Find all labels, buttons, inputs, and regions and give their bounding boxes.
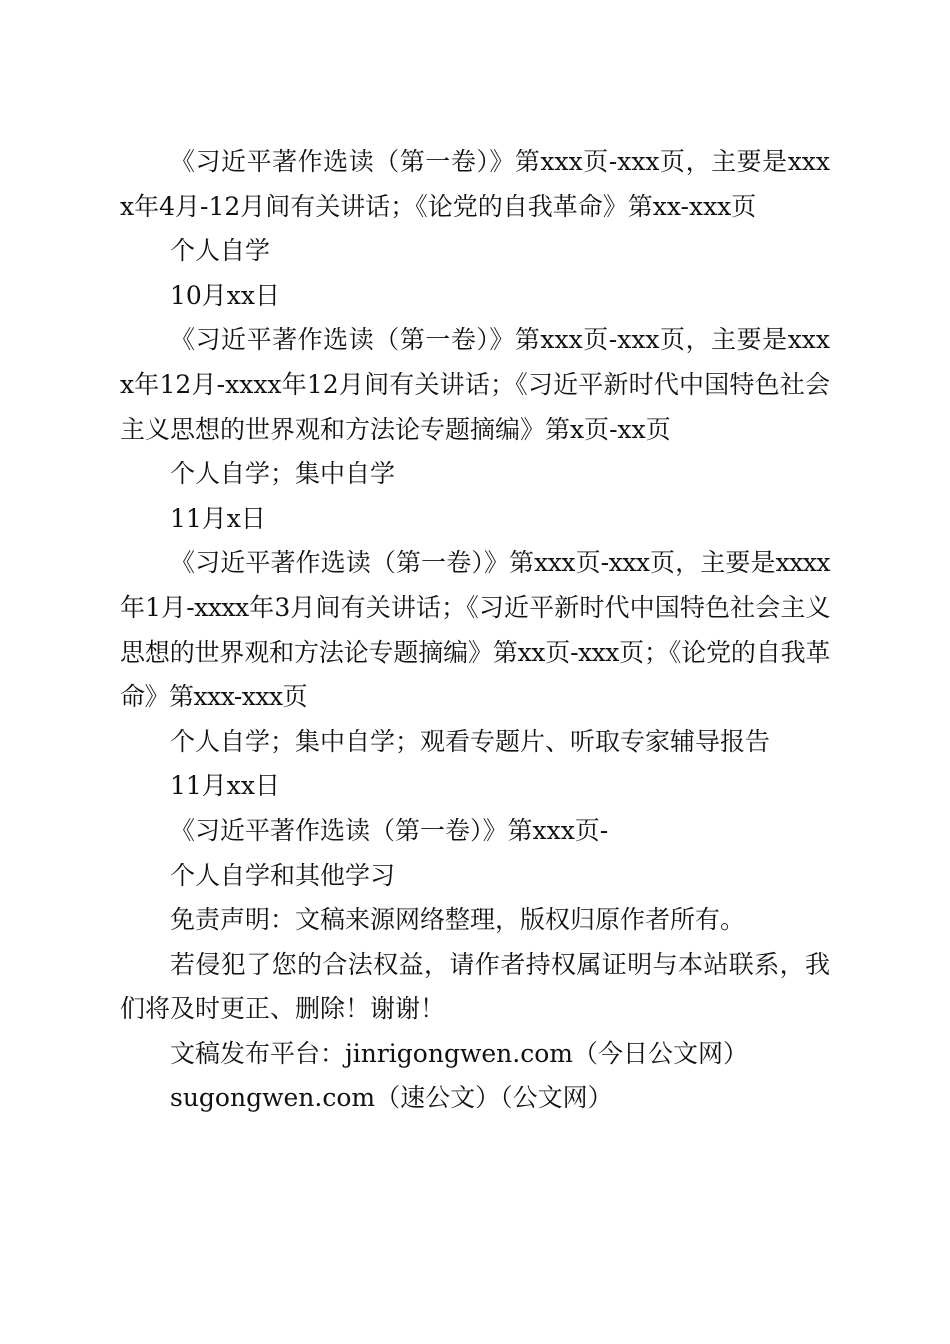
reading-range-paragraph: 《习近平著作选读（第一卷）》第xxx页-xxx页，主要是xxxx年4月-12月间有关讲话；《论党的自我革命》第xx-xxx页 — [120, 147, 830, 221]
platform-paragraph: 文稿发布平台：jinrigongwen.com（今日公文网） — [170, 1038, 748, 1068]
reading-range-paragraph: 《习近平著作选读（第一卷）》第xxx页- — [170, 815, 609, 845]
disclaimer-contact-paragraph: 若侵犯了您的合法权益，请作者持权属证明与本站联系，我们将及时更正、删除！谢谢！ — [120, 949, 830, 1024]
study-method-paragraph: 个人自学 — [170, 236, 271, 266]
study-method-paragraph: 个人自学；集中自学 — [170, 459, 396, 489]
study-method-paragraph: 个人自学；集中自学；观看专题片、听取专家辅导报告 — [170, 726, 771, 756]
disclaimer-paragraph: 免责声明：文稿来源网络整理，版权归原作者所有。 — [170, 905, 746, 935]
date-paragraph: 11月xx日 — [170, 771, 281, 801]
reading-range-paragraph: 《习近平著作选读（第一卷）》第xxx页-xxx页，主要是xxxx年12月-xxxx年12月间有关讲话；《习近平新时代中国特色社会主义思想的世界观和方法论专题摘编》第x页-xx页 — [120, 325, 830, 444]
document-body — [120, 140, 830, 1121]
reading-range-paragraph: 《习近平著作选读（第一卷）》第xxx页-xxx页，主要是xxxx年1月-xxxx年3月间有关讲话；《习近平新时代中国特色社会主义思想的世界观和方法论专题摘编》第xx页-xxx页；《论党的自我革命》第xxx-xxx页 — [120, 548, 830, 712]
date-paragraph: 10月xx日 — [170, 280, 281, 310]
date-paragraph: 11月x日 — [170, 503, 266, 533]
study-method-paragraph: 个人自学和其他学习 — [170, 860, 396, 890]
platform-paragraph: sugongwen.com（速公文）（公文网） — [170, 1083, 613, 1113]
